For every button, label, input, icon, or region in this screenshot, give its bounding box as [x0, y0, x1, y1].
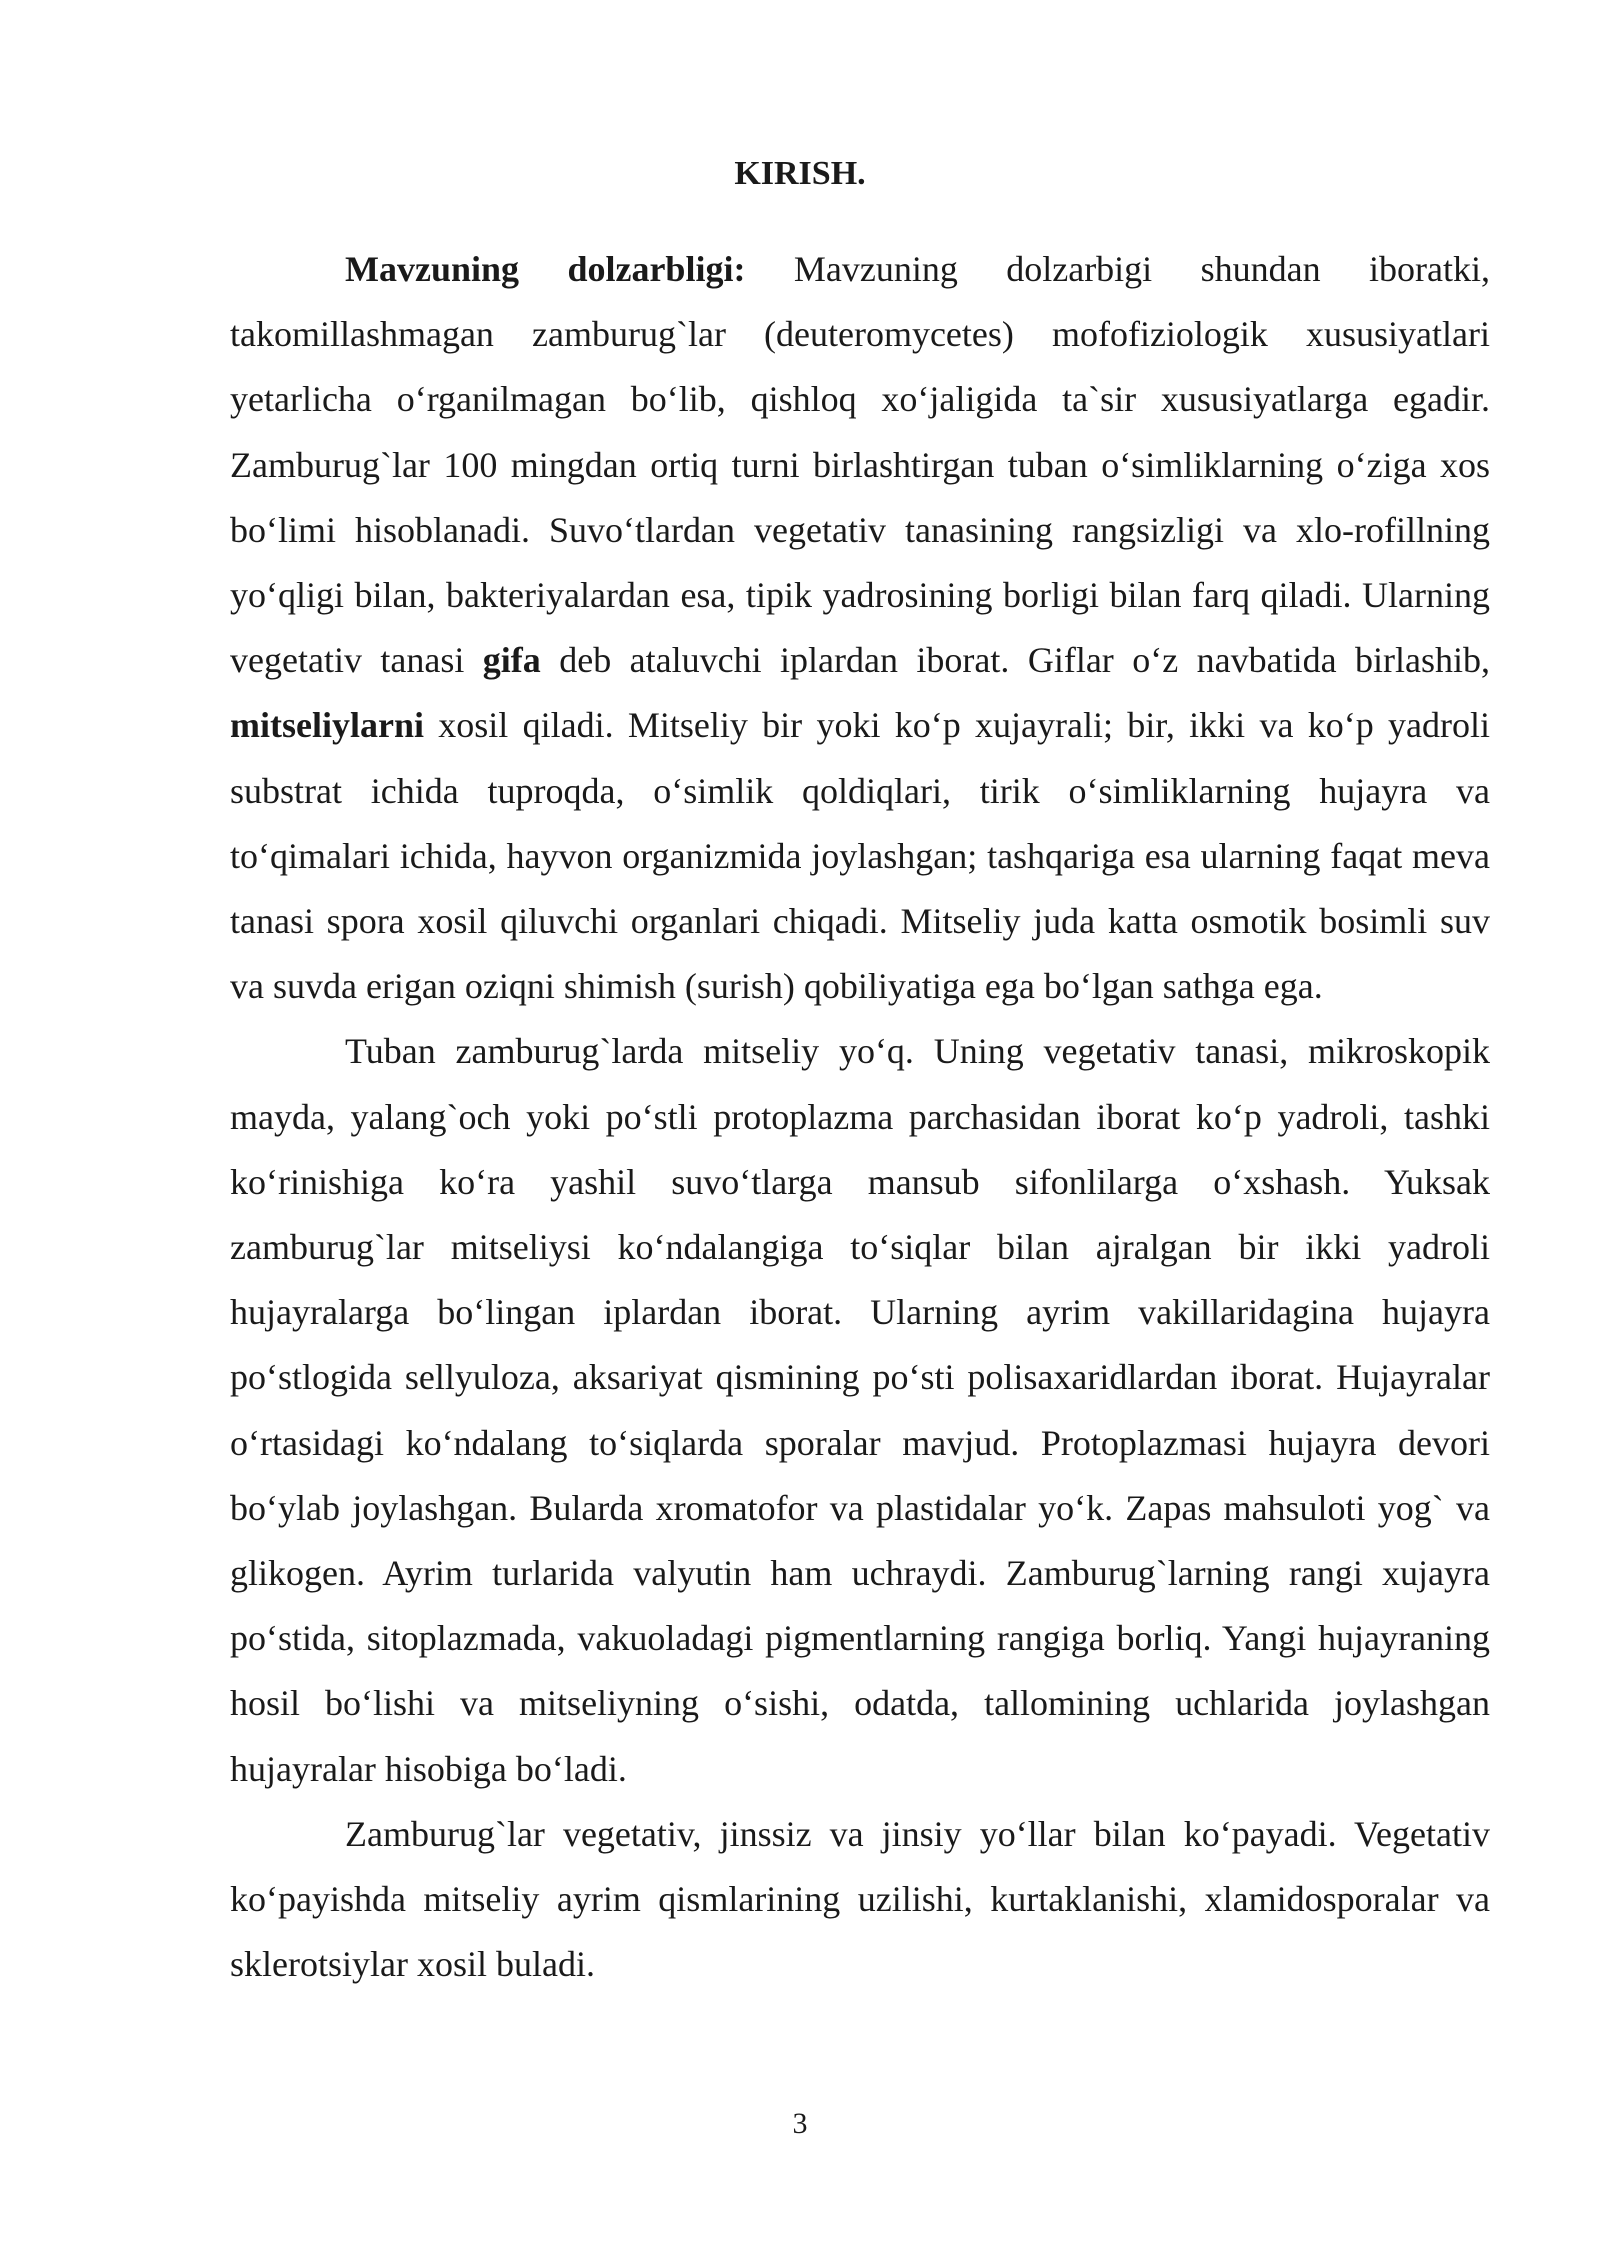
- paragraph-reproduction: Zamburug`lar vegetativ, jinssiz va jinsiy yo‘llar bilan ko‘payadi. Vegetativ ko‘payishda mitseliy ayrim qismlarining uzilishi, kurtaklanishi, xlamidosporalar va sklerotsiylar xosil buladi.: [230, 1813, 1490, 1985]
- paragraph-lead: Mavzuning dolzarbligi:: [345, 249, 746, 289]
- paragraph-relevance: [230, 237, 1490, 1019]
- paragraph-lower-fungi: Tuban zamburug`larda mitseliy yo‘q. Uning vegetativ tanasi, mikroskopik mayda, yalang`och yoki po‘stli protoplazma parchasidan iborat ko‘p yadroli, tashki ko‘rinishiga ko‘ra yashil suvo‘tlarga mansub sifonlilarga o‘xshash. Yuksak zamburug`lar mitseliysi ko‘ndalangiga to‘siqlar bilan ajralgan bir ikki yadroli hujayralarga bo‘lingan iplardan iborat. Ularning ayrim vakillaridagina hujayra po‘stlogida sellyuloza, aksariyat qismining po‘sti polisaxaridlardan iborat. Hujayralar o‘rtasidagi ko‘ndalang to‘siqlarda sporalar mavjud. Protoplazmasi hujayra devori bo‘ylab joylashgan. Bularda xromatofor va plastidalar yo‘k. Zapas mahsuloti yog` va glikogen. Ayrim turlarida valyutin ham uchraydi. Zamburug`larning rangi xujayra po‘stida, sitoplazmada, vakuoladagi pigmentlarning rangiga borliq. Yangi hujayraning hosil bo‘lishi va mitseliyning o‘sishi, odatda, tallomining uchlarida joylashgan hujayralar hisobiga bo‘ladi.: [230, 1031, 1490, 1789]
- paragraph-text: xosil qiladi. Mitseliy bir yoki ko‘p xujayrali; bir, ikki va ko‘p yadroli substrat ichida tuproqda, o‘simlik qoldiqlari, tirik o‘simliklarning hujayra va to‘qimalari ichida, hayvon organizmida joylashgan; tashqariga esa ularning faqat meva tanasi spora xosil qiluvchi organlari chiqadi. Mitseliy juda katta osmotik bosimli suv va suvda erigan oziqni shimish (surish) qobiliyatiga ega bo‘lgan sathga ega.: [230, 705, 1490, 1007]
- page-title: KIRISH.: [734, 155, 866, 192]
- page-number: 3: [792, 2107, 808, 2140]
- body-text: [230, 237, 1490, 1997]
- term-gifa: gifa: [482, 640, 541, 681]
- paragraph-text: deb ataluvchi iplardan iborat. Giflar o‘z navbatida birlashib,: [540, 640, 1490, 681]
- paragraph-text: Mavzuning dolzarbigi shundan iboratki, takomillashmagan zamburug`lar (deuteromycetes) mofofiziologik xususiyatlari yetarlicha o‘rganilmagan bo‘lib, qishloq xo‘jaligida ta`sir xususiyatlarga egadir. Zamburug`lar 100 mingdan ortiq turni birlashtirgan tuban o‘simliklarning o‘ziga xos bo‘limi hisoblanadi. Suvo‘tlardan vegetativ tanasining rangsizligi va xlo-rofillning yo‘qligi bilan, bakteriyalardan esa, tipik yadrosining borligi bilan farq qiladi. Ularning vegetativ tanasi: [230, 249, 1490, 681]
- term-mitseliylarni: mitseliylarni: [230, 705, 424, 746]
